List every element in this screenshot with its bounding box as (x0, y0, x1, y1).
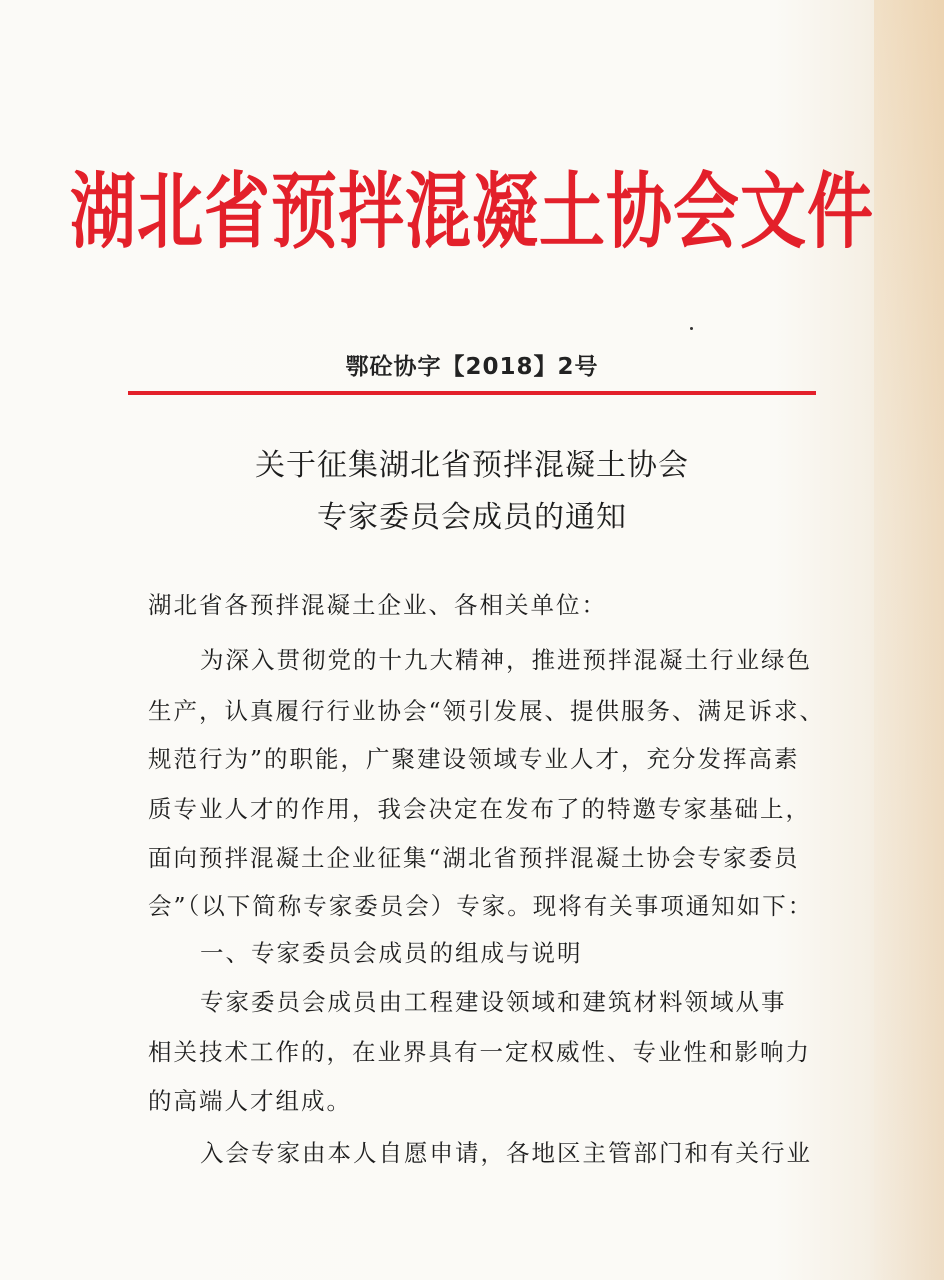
paragraph-line: 为深入贯彻党的十九大精神，推进预拌混凝土行业绿色 (200, 646, 812, 674)
paragraph-line: 专家委员会成员由工程建设领域和建筑材料领域从事 (200, 988, 787, 1016)
red-divider-line (128, 391, 816, 395)
paragraph-line: 相关技术工作的，在业界具有一定权威性、专业性和影响力 (148, 1038, 811, 1066)
paragraph-line: 生产，认真履行行业协会“领引发展、提供服务、满足诉求、 (148, 697, 826, 725)
masthead-title: 湖北省预拌混凝土协会文件 (70, 163, 874, 260)
document-number: 鄂砼协字【2018】2号 (345, 354, 599, 380)
notice-title-line-2: 专家委员会成员的通知 (317, 500, 627, 535)
salutation: 湖北省各预拌混凝土企业、各相关单位： (148, 591, 607, 619)
paragraph-line: 入会专家由本人自愿申请，各地区主管部门和有关行业 (200, 1139, 812, 1167)
paragraph-line: 质专业人才的作用，我会决定在发布了的特邀专家基础上， (148, 795, 811, 823)
paragraph-line: 会”（以下简称专家委员会）专家。现将有关事项通知如下： (148, 892, 814, 920)
ink-speck (690, 327, 693, 330)
paragraph-line: 面向预拌混凝土企业征集“湖北省预拌混凝土协会专家委员 (148, 844, 800, 872)
paragraph-line: 的高端人才组成。 (148, 1087, 352, 1115)
notice-title-line-1: 关于征集湖北省预拌混凝土协会 (255, 448, 689, 483)
paragraph-line: 规范行为”的职能，广聚建设领域专业人才，充分发挥高素 (148, 745, 800, 773)
section-heading: 一、专家委员会成员的组成与说明 (200, 939, 583, 967)
